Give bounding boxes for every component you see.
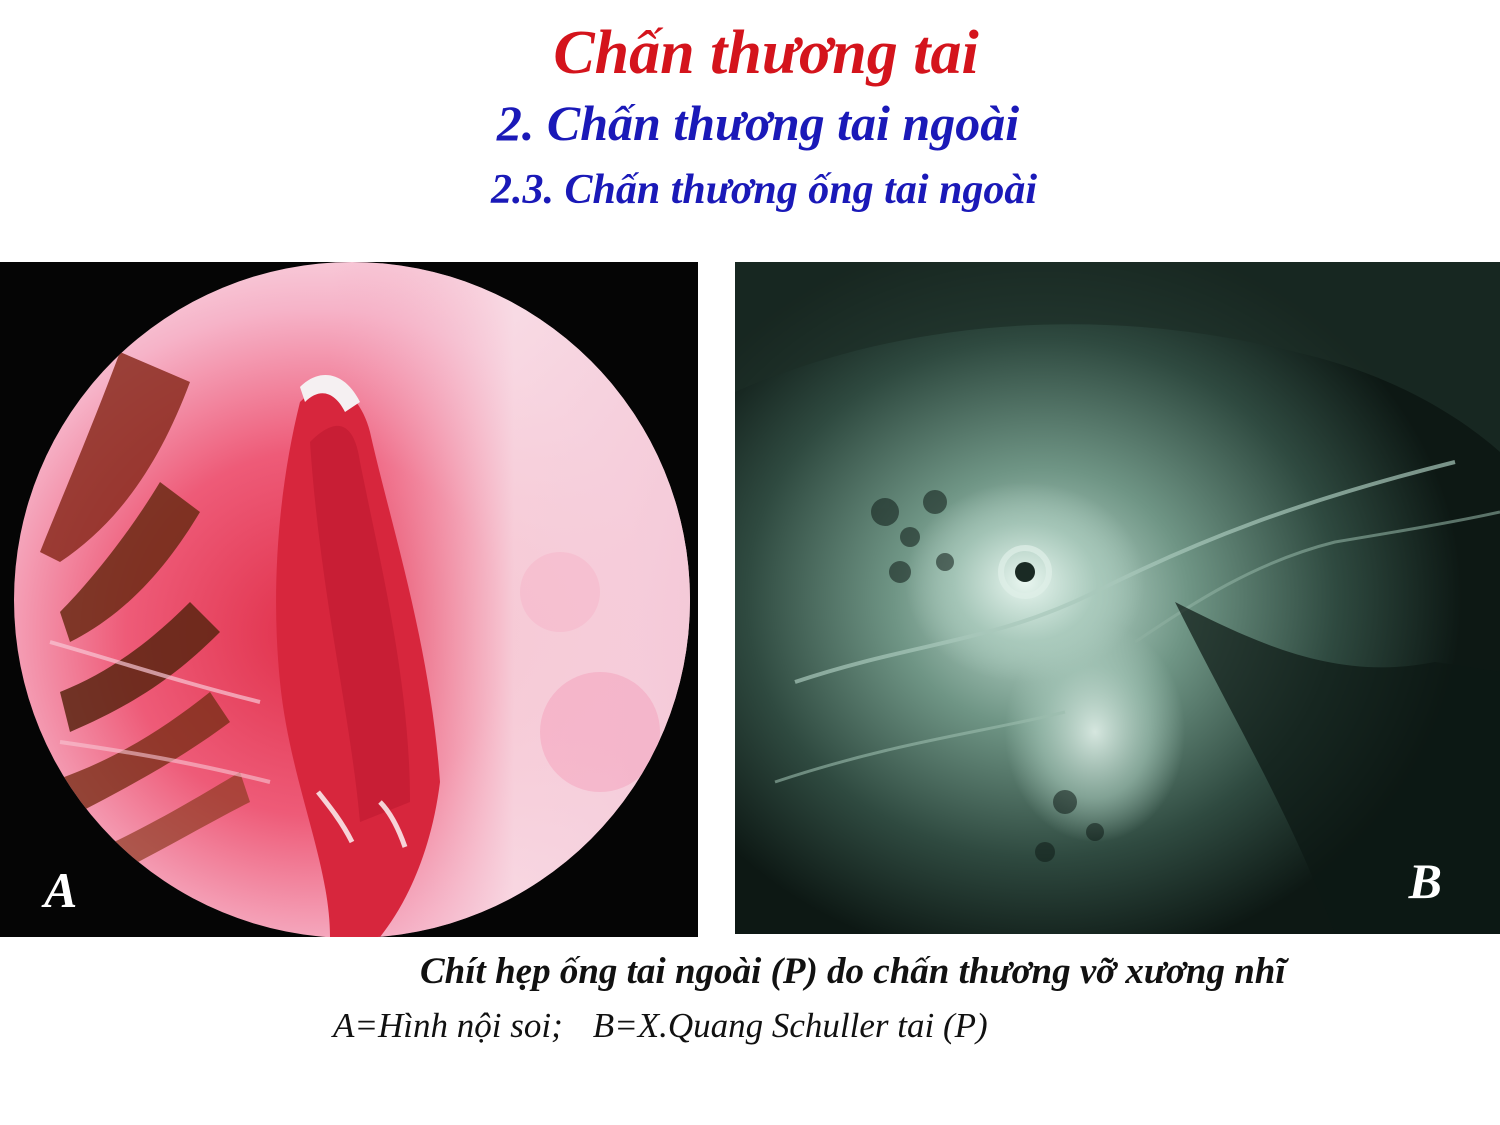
figure-a-endoscopy xyxy=(0,262,698,937)
caption-legend-a: A=Hình nội soi; xyxy=(333,1006,563,1045)
figure-a-label: A xyxy=(44,862,78,918)
slide-section-heading: 2.3. Chấn thương ống tai ngoài xyxy=(490,167,1038,213)
figure-caption-title: Chít hẹp ống tai ngoài (P) do chấn thương vỡ xương nhĩ xyxy=(420,951,1286,992)
figure-caption-legend xyxy=(333,1006,988,1046)
figure-b-label: B xyxy=(1408,853,1442,909)
xray-image xyxy=(735,262,1500,934)
slide-subtitle: 2. Chấn thương tai ngoài xyxy=(496,95,1020,151)
figure-b-xray xyxy=(735,262,1500,934)
endoscopy-image xyxy=(0,262,698,937)
slide-title: Chấn thương tai xyxy=(553,19,979,87)
caption-legend-b: B=X.Quang Schuller tai (P) xyxy=(592,1006,988,1045)
